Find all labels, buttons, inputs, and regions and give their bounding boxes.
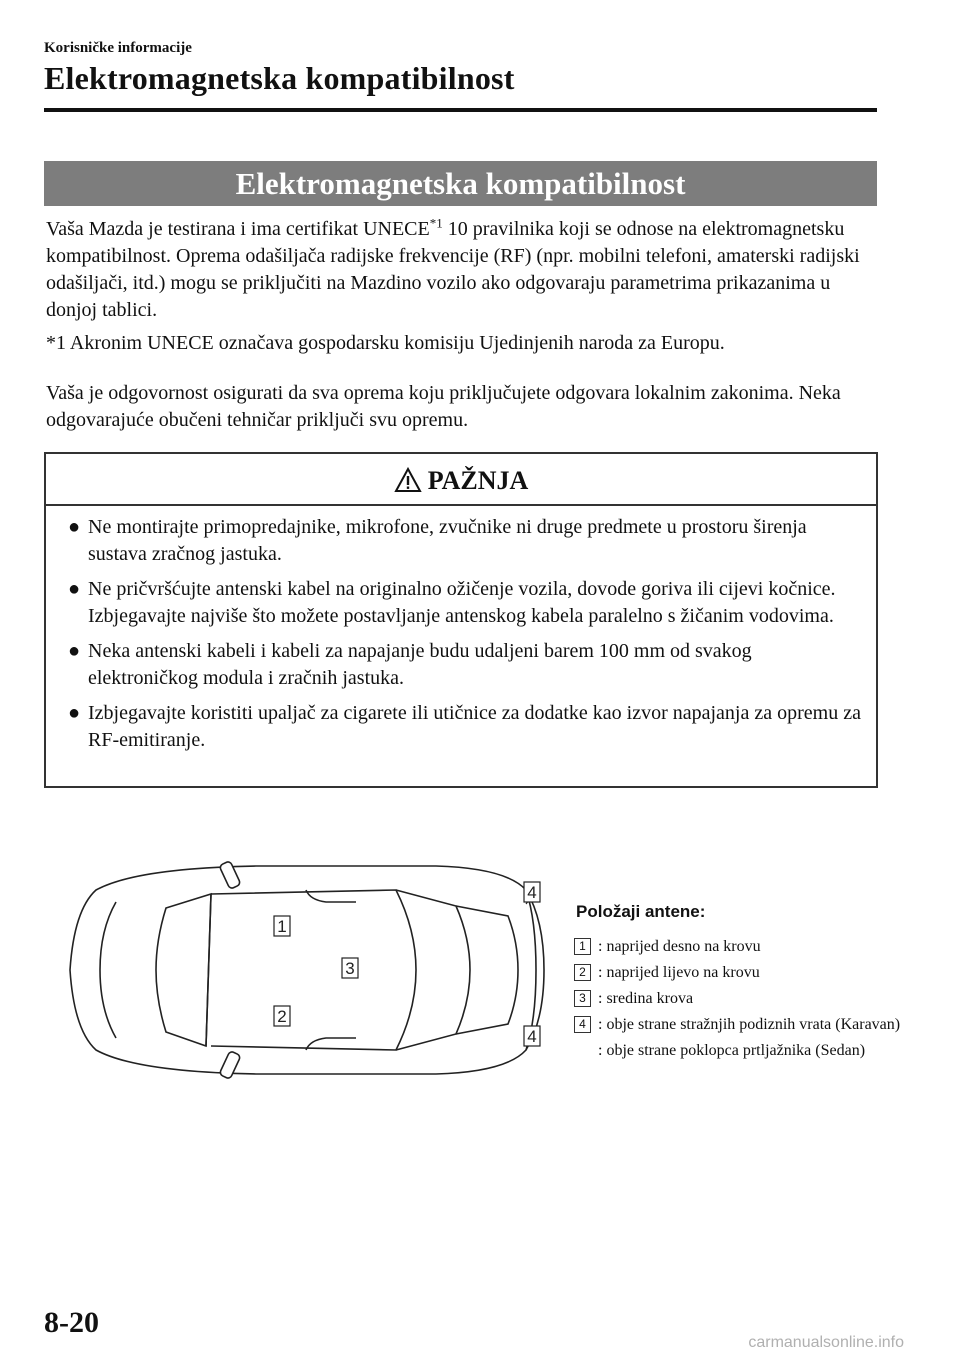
- legend-title: Položaji antene:: [576, 902, 706, 921]
- callout-1: [274, 916, 290, 936]
- legend-item: [572, 1014, 902, 1036]
- intro-paragraph: [46, 216, 876, 324]
- callout-4-top-label: 4: [527, 883, 537, 902]
- callout-4-top: [524, 882, 540, 904]
- callout-3: [342, 958, 358, 978]
- watermark: carmanualsonline.info: [748, 1334, 904, 1351]
- chapter-title: Elektromagnetska kompatibilnost: [44, 60, 515, 96]
- intro-text-end: 10 pravilnika koji se odnose na elektromagnetsku kompatibilnost. Oprema odašiljača radijske frekvencije (RF) (npr. mobilni telefoni, amaterski radijski odašiljači, itd.) mogu se priključiti na Mazdino vozilo ako odgovaraju parametrima prikazanima u donjoj tablici.: [46, 218, 860, 321]
- legend-text: : naprijed lijevo na krovu: [598, 964, 760, 981]
- caution-item-text: Neka antenski kabeli i kabeli za napajanje budu udaljeni barem 100 mm od svakog elektroničkog modula i zračnih jastuka.: [88, 640, 752, 689]
- caution-item: [68, 514, 864, 568]
- section-title-bar: Elektromagnetska kompatibilnost: [44, 161, 877, 206]
- page-number: 8-20: [44, 1306, 99, 1339]
- footnote-paragraph: *1 Akronim UNECE označava gospodarsku komisiju Ujedinjenih naroda za Europu.: [46, 332, 725, 354]
- callout-3-label: 3: [345, 959, 355, 978]
- bullet-icon: ●: [68, 702, 81, 724]
- legend-number: 2: [574, 964, 591, 981]
- caution-item: [68, 638, 864, 692]
- legend-text: : obje strane stražnjih podiznih vrata (Karavan): [598, 1016, 901, 1033]
- legend-item-extra: [572, 1040, 902, 1062]
- legend-number: 3: [574, 990, 591, 1007]
- legend-text: : obje strane poklopca prtljažnika (Sedan): [598, 1042, 866, 1059]
- legend-item: [572, 936, 902, 958]
- caution-title: PAŽNJA: [427, 466, 529, 495]
- caution-item-text: Ne montirajte primopredajnike, mikrofone, zvučnike ni druge predmete u prostoru širenja sustava zračnog jastuka.: [88, 516, 807, 565]
- legend-number: 4: [574, 1016, 591, 1033]
- callout-2: [274, 1006, 290, 1026]
- legend-item: [572, 962, 902, 984]
- caution-list: [46, 506, 876, 754]
- caution-item-text: Ne pričvršćujte antenski kabel na originalno ožičenje vozila, dovode goriva ili cijevi kočnice. Izbjegavajte najviše što možete postavljanje antenskog kabela paralelno s žičanim vodovima.: [88, 578, 836, 627]
- caution-item-text: Izbjegavajte koristiti upaljač za cigarete ili utičnice za dodatke kao izvor napajanja za opremu za RF-emitiranje.: [88, 702, 861, 751]
- antenna-legend: [572, 896, 902, 1066]
- warning-triangle-icon: [394, 458, 422, 512]
- callout-1-label: 1: [277, 917, 287, 936]
- bullet-icon: ●: [68, 516, 81, 538]
- bullet-icon: ●: [68, 578, 81, 600]
- legend-text: : naprijed desno na krovu: [598, 938, 761, 955]
- caution-header: [46, 454, 876, 506]
- callout-2-label: 2: [277, 1007, 287, 1026]
- callout-4-bottom-label: 4: [527, 1027, 537, 1046]
- section-label: Korisničke informacije: [44, 40, 192, 56]
- callout-4-bottom: [524, 1026, 540, 1046]
- caution-box: [44, 452, 878, 788]
- caution-item: [68, 576, 864, 630]
- footnote-marker: *1: [429, 215, 443, 231]
- intro-text-start: Vaša Mazda je testirana i ima certifikat UNECE: [46, 218, 430, 240]
- bullet-icon: ●: [68, 640, 81, 662]
- caution-item: [68, 700, 864, 754]
- title-divider: [44, 108, 877, 112]
- car-top-view-illustration: [56, 850, 556, 1090]
- legend-number: 1: [574, 938, 591, 955]
- responsibility-paragraph: Vaša je odgovornost osigurati da sva oprema koju priključujete odgovara lokalnim zakonima. Neka odgovarajuće obučeni tehničar priključi svu opremu.: [46, 382, 841, 431]
- legend-text: : sredina krova: [598, 990, 694, 1007]
- legend-item: [572, 988, 902, 1010]
